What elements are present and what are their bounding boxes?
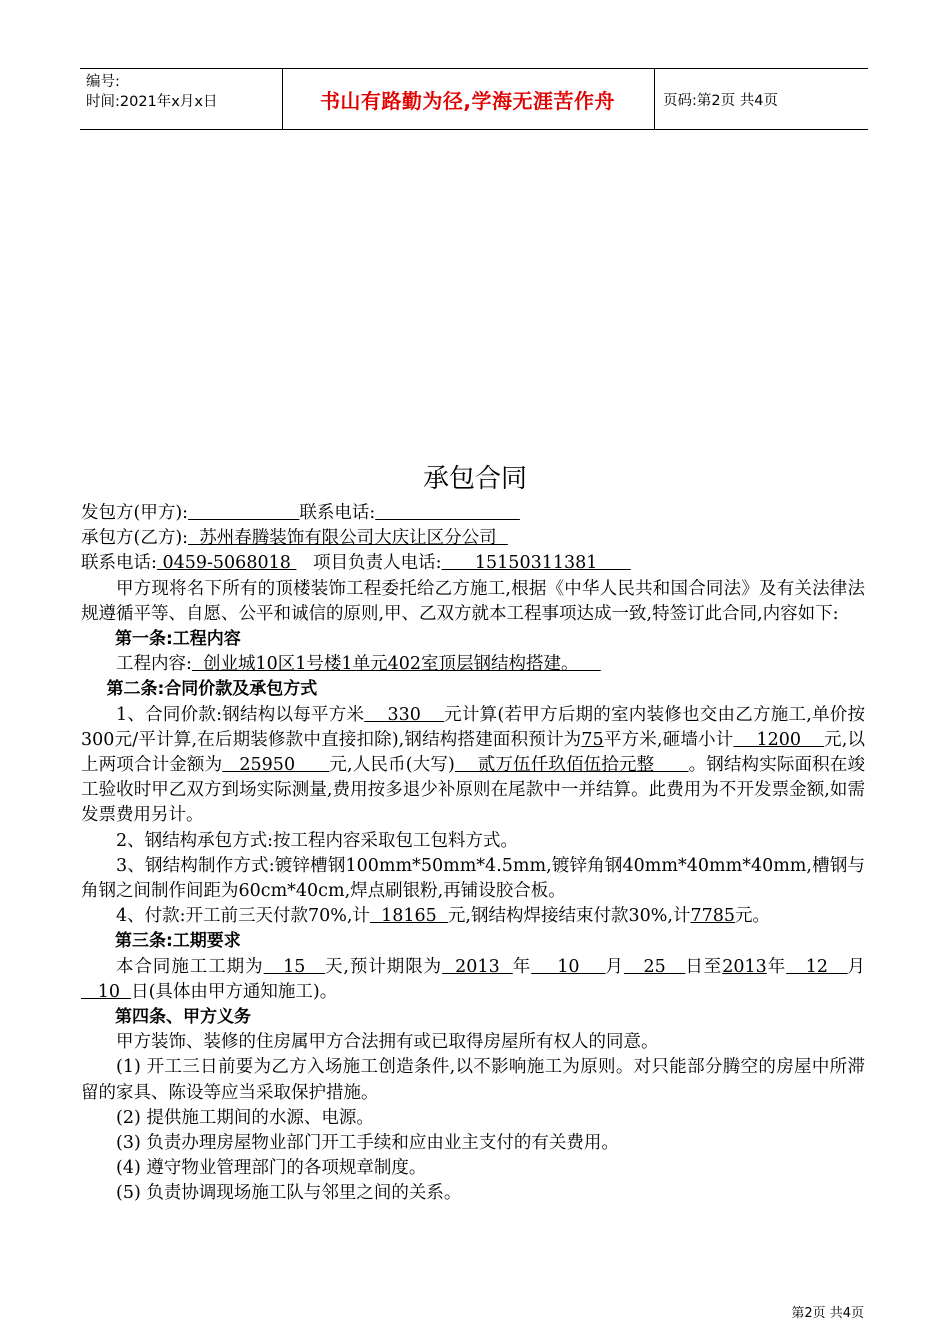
text: 天,预计期限为 <box>324 956 443 977</box>
article-4-item: (5) 负责协调现场施工队与邻里之间的关系。 <box>116 1183 462 1204</box>
area-estimate: 75 <box>581 729 604 750</box>
text: 元计算(若甲方后期的室内装修也交由乙方施工,单价按300元/平计算,在后期装修款中直接扣除),钢结构搭建面积预计为 <box>81 704 866 750</box>
manager-phone: 15150311381 <box>441 553 631 574</box>
total-amount-chinese: 贰万伍仟玖佰伍拾元整 <box>454 755 689 776</box>
contract-body <box>81 501 865 1207</box>
article-4-item: (3) 负责办理房屋物业部门开工手续和应由业主支付的有关费用。 <box>116 1133 619 1154</box>
header-meta <box>86 72 282 112</box>
end-month: 12 <box>786 956 848 977</box>
text: 。钢结构实际面积在竣工验收时甲乙双方到场实际测量,费用按多退少补原则在尾款中一并结算。此费用为不开发票金额,如需发票费用另计。 <box>81 755 865 826</box>
article-2-heading: 第二条:合同价款及承包方式 <box>106 679 318 700</box>
project-content-label: 工程内容: <box>116 654 192 675</box>
text: 1、合同价款:钢结构以每平方米 <box>116 704 365 725</box>
party-b-phone-label: 联系电话: <box>81 553 157 574</box>
text: 平方米,砸墙小计 <box>603 729 734 750</box>
party-b-contact-line <box>81 551 865 576</box>
party-b-label: 承包方(乙方): <box>81 528 189 549</box>
text: 月 <box>605 956 624 977</box>
header-code-label: 编号: <box>86 74 120 90</box>
article-2-method: 2、钢结构承包方式:按工程内容采取包工包料方式。 <box>116 830 519 851</box>
party-b-line <box>81 526 865 551</box>
article-2-price <box>81 703 865 829</box>
page-header <box>80 68 868 130</box>
article-4-item: (2) 提供施工期间的水源、电源。 <box>116 1107 374 1128</box>
header-time-label: 时间:2021年x月x日 <box>86 94 218 110</box>
article-2-fabrication: 3、钢结构制作方式:镀锌槽钢100mm*50mm*4.5mm,镀锌角钢40mm*40mm*40mm,槽钢与角钢之间制作间距为60cm*40cm,焊点刷银粉,再铺设胶合板。 <box>81 855 865 902</box>
header-divider <box>282 69 283 129</box>
header-motto: 书山有路勤为径,学海无涯苦作舟 <box>319 88 616 113</box>
project-content-value: 创业城10区1号楼1单元402室顶层钢结构搭建。 <box>191 654 601 675</box>
party-a-name <box>188 503 299 523</box>
manager-phone-label: 项目负责人电话: <box>313 553 442 574</box>
text: 元。 <box>735 906 770 927</box>
party-a-phone <box>375 503 520 523</box>
text: 4、付款:开工前三天付款70%,计 <box>116 906 370 927</box>
article-1-heading: 第一条:工程内容 <box>115 629 241 650</box>
article-3-schedule <box>81 955 865 1005</box>
article-4-item: (1) 开工三日前要为乙方入场施工创造条件,以不影响施工为原则。对只能部分腾空的房屋中所滞留的家具、陈设等应当采取保护措施。 <box>81 1057 865 1103</box>
document-title: 承包合同 <box>422 464 527 494</box>
article-3-heading: 第三条:工期要求 <box>115 931 241 952</box>
wall-demolition-cost: 1200 <box>733 729 825 750</box>
end-year: 2013 <box>722 956 767 977</box>
party-a-phone-label: 联系电话: <box>299 503 376 523</box>
final-payment: 7785 <box>690 906 735 927</box>
article-4-intro: 甲方装饰、装修的住房属甲方合法拥有或已取得房屋所有权人的同意。 <box>116 1032 659 1053</box>
header-page-number: 页码:第2页 共4页 <box>663 92 778 109</box>
party-a-label: 发包方(甲方): <box>81 503 189 523</box>
party-a-line <box>81 501 865 526</box>
text: 月 <box>847 956 866 977</box>
total-amount: 25950 <box>222 755 330 776</box>
unit-price: 330 <box>364 704 445 725</box>
header-divider <box>654 69 655 129</box>
first-payment: 18165 <box>370 906 448 927</box>
start-month: 10 <box>531 956 606 977</box>
page-footer: 第2页 共4页 <box>791 1306 864 1321</box>
contract-intro: 甲方现将名下所有的顶楼装饰工程委托给乙方施工,根据《中华人民共和国合同法》及有关法律法规遵循平等、自愿、公平和诚信的原则,甲、乙双方就本工程事项达成一致,特签订此合同,内容如下: <box>81 578 865 624</box>
text: 年 <box>766 956 787 977</box>
party-b-name: 苏州春腾装饰有限公司大庆让区分公司 <box>188 528 508 549</box>
text: 日(具体由甲方通知施工)。 <box>131 981 338 1002</box>
text: 元,以上两项合计金额为 <box>81 729 865 776</box>
text: 元,钢结构焊接结束付款30%,计 <box>447 906 691 927</box>
start-day: 25 <box>624 956 686 977</box>
start-year: 2013 <box>442 956 513 977</box>
article-1-content <box>81 652 865 677</box>
end-day: 10 <box>81 981 132 1002</box>
article-4-heading: 第四条、甲方义务 <box>115 1007 251 1028</box>
duration-days: 15 <box>263 956 325 977</box>
article-4-item: (4) 遵守物业管理部门的各项规章制度。 <box>116 1158 427 1179</box>
text: 本合同施工工期为 <box>116 956 264 977</box>
text: 元,人民币(大写) <box>329 755 455 776</box>
text: 年 <box>512 956 532 977</box>
article-2-payment <box>81 904 865 929</box>
text: 日至 <box>685 956 723 977</box>
party-b-phone: 0459-5068018 <box>156 553 297 574</box>
